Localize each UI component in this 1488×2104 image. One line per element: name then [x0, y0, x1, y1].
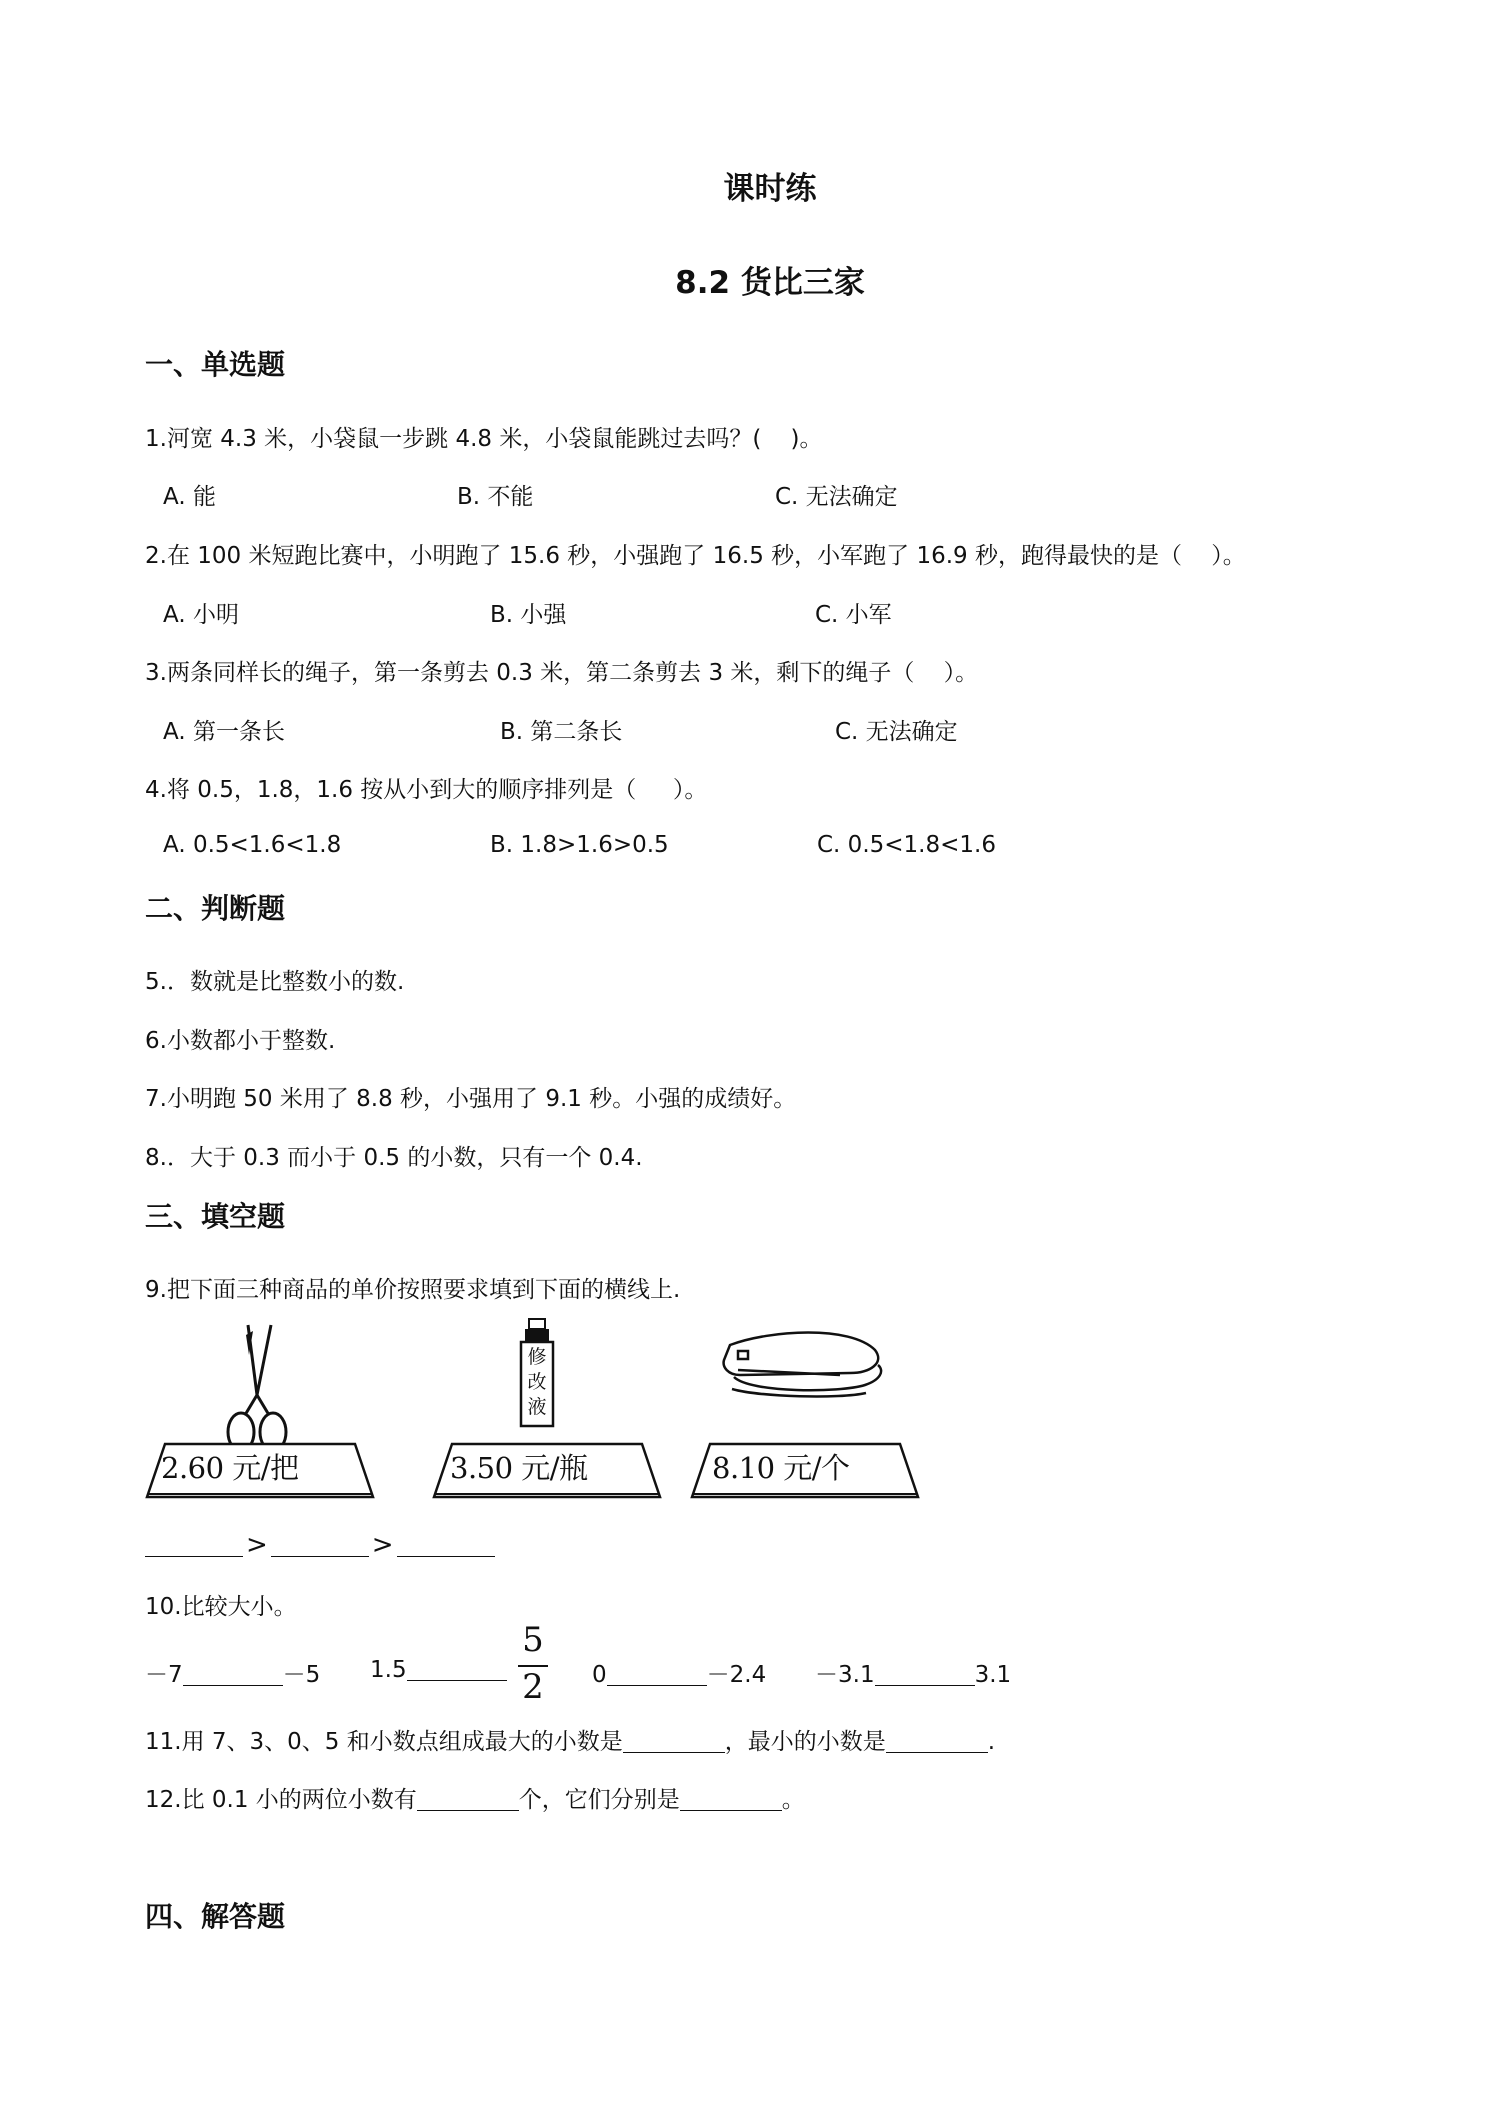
- question-11: 11.用 7、3、0、5 和小数点组成最大的小数是 ，最小的小数是 .: [145, 1729, 996, 1755]
- price-label: 3.50 元/瓶: [450, 1451, 588, 1485]
- answer-blank[interactable]: [145, 1532, 243, 1557]
- question-8: 8.．大于 0.3 而小于 0.5 的小数，只有一个 0.4.: [145, 1145, 643, 1171]
- answer-blank[interactable]: [886, 1728, 988, 1753]
- section-heading: 二、判断题: [145, 892, 286, 925]
- option-b: B. 不能: [457, 484, 534, 510]
- page-subtitle: 8.2 货比三家: [675, 265, 865, 301]
- question-7: 7.小明跑 50 米用了 8.8 秒，小强用了 9.1 秒。小强的成绩好。: [145, 1086, 797, 1112]
- fraction-denominator: 2: [522, 1667, 544, 1707]
- answer-blank[interactable]: [680, 1786, 782, 1811]
- option-a: A. 能: [163, 484, 216, 510]
- question-4: 4.将 0.5，1.8，1.6 按从小到大的顺序排列是（ ）。: [145, 777, 708, 803]
- answer-blank[interactable]: [875, 1661, 975, 1686]
- question-1: 1.河宽 4.3 米，小袋鼠一步跳 4.8 米，小袋鼠能跳过去吗？( )。: [145, 426, 823, 452]
- product-stapler: [690, 1315, 920, 1500]
- answer-blank[interactable]: [623, 1728, 725, 1753]
- option-a: A. 第一条长: [163, 719, 285, 745]
- answer-blank[interactable]: [417, 1786, 519, 1811]
- compare-pair-1: －7 －5: [145, 1662, 321, 1688]
- question-5: 5.．数就是比整数小的数.: [145, 969, 405, 995]
- option-b: B. 小强: [490, 602, 567, 628]
- question-12: 12.比 0.1 小的两位小数有 个，它们分别是 。: [145, 1787, 805, 1813]
- product-correction-fluid: [432, 1315, 662, 1500]
- question-10: 10.比较大小。: [145, 1594, 297, 1620]
- compare-pair-3: 0 －2.4: [592, 1662, 767, 1688]
- price-label: 8.10 元/个: [712, 1451, 850, 1485]
- section-heading: 三、填空题: [145, 1200, 286, 1233]
- compare-pair-4: －3.1 3.1: [815, 1662, 1012, 1688]
- section-heading: 四、解答题: [145, 1900, 286, 1933]
- option-c: C. 无法确定: [835, 719, 958, 745]
- option-b: B. 第二条长: [500, 719, 623, 745]
- option-a: A. 小明: [163, 602, 239, 628]
- option-b: B. 1.8>1.6>0.5: [490, 832, 669, 858]
- product-scissors: [145, 1315, 375, 1500]
- bottle-label: 修 改 液: [527, 1346, 547, 1418]
- page-title: 课时练: [723, 171, 817, 207]
- answer-blank[interactable]: [397, 1532, 495, 1557]
- question-2: 2.在 100 米短跑比赛中，小明跑了 15.6 秒，小强跑了 16.5 秒，小军跑了 16.9 秒，跑得最快的是（ ）。: [145, 543, 1246, 569]
- option-a: A. 0.5<1.6<1.8: [163, 832, 342, 858]
- question-6: 6.小数都小于整数.: [145, 1028, 336, 1054]
- section-heading: 一、单选题: [145, 348, 286, 381]
- answer-line-q9: > >: [145, 1530, 495, 1560]
- answer-blank[interactable]: [183, 1661, 283, 1686]
- answer-blank[interactable]: [271, 1532, 369, 1557]
- answer-blank[interactable]: [607, 1661, 707, 1686]
- question-3: 3.两条同样长的绳子，第一条剪去 0.3 米，第二条剪去 3 米，剩下的绳子（ ）。: [145, 660, 979, 686]
- answer-blank[interactable]: [407, 1656, 507, 1681]
- compare-pair-2: 1.5: [370, 1656, 507, 1683]
- fraction-numerator: 5: [522, 1620, 544, 1660]
- stapler-icon: [690, 1315, 920, 1435]
- price-label: 2.60 元/把: [161, 1451, 299, 1485]
- question-9: 9.把下面三种商品的单价按照要求填到下面的横线上.: [145, 1277, 681, 1303]
- option-c: C. 0.5<1.8<1.6: [817, 832, 996, 858]
- option-c: C. 小军: [815, 602, 892, 628]
- option-c: C. 无法确定: [775, 484, 898, 510]
